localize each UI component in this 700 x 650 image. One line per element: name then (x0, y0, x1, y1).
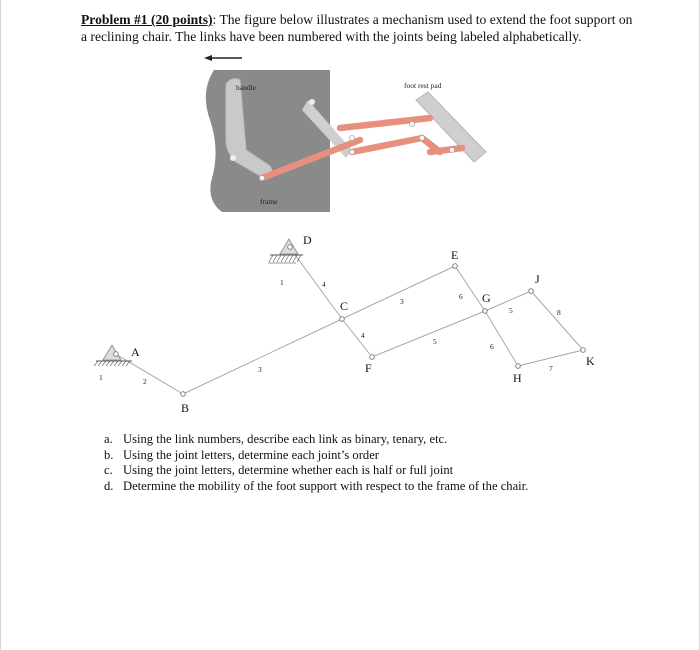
motion-arrow-icon (204, 55, 242, 61)
kinematic-diagram (94, 233, 595, 415)
link-number: 6 (459, 292, 463, 301)
joint-label-c: C (340, 299, 349, 313)
joint-label-j: J (535, 272, 540, 286)
joint-label-e: E (451, 248, 459, 262)
ground-a-icon (94, 345, 132, 366)
link-number: 1 (99, 373, 103, 382)
joint-h-pin (516, 364, 521, 369)
link-6-gh (485, 311, 518, 366)
link-5-gj (485, 291, 531, 311)
joint-label-g: G (482, 291, 491, 305)
link-number: 4 (361, 331, 365, 340)
link-number: 8 (557, 308, 561, 317)
link-5-fg (372, 311, 485, 357)
link-number: 4 (322, 280, 326, 289)
link-number: 2 (143, 377, 147, 386)
question-list (104, 432, 624, 494)
joint-c-pin (340, 317, 345, 322)
joint-k-pin (581, 348, 586, 353)
joint-label-k: K (586, 354, 595, 368)
joint-label-d: D (303, 233, 312, 247)
joint-label-b: B (181, 401, 190, 415)
joint-e-pin (453, 264, 458, 269)
question-item: a. Using the link numbers, describe each link as binary, tenary, etc. (104, 432, 448, 446)
joint-f-pin (370, 355, 375, 360)
link-3-ce (342, 266, 455, 319)
frame-label: frame (260, 197, 278, 206)
link-number: 3 (400, 297, 404, 306)
handle-label: handle (236, 83, 256, 92)
footrest-label: foot rest pad (404, 81, 442, 90)
link-number: 3 (258, 365, 262, 374)
joint-b-pin (181, 392, 186, 397)
link-8 (531, 291, 583, 350)
link-number: 5 (509, 306, 513, 315)
question-item: b. Using the joint letters, determine each joint’s order (104, 447, 380, 462)
joint-g-pin (483, 309, 488, 314)
joint-label-a: A (131, 345, 140, 359)
joint-label-h: H (513, 371, 522, 385)
link-number: 1 (280, 278, 284, 287)
link-3-bc (183, 319, 342, 394)
joint-label-f: F (365, 361, 372, 375)
joint-d-pin (288, 245, 293, 250)
link-number: 5 (433, 337, 437, 346)
problem-heading: Problem #1 (20 points) (81, 12, 213, 27)
question-item: d. Determine the mobility of the foot support with respect to the frame of the chair. (104, 478, 529, 493)
link-4-cf (342, 319, 372, 357)
frame-panel (206, 70, 330, 212)
link-2 (119, 356, 183, 394)
link-number: 7 (549, 364, 553, 373)
link-4-dc (290, 248, 342, 319)
link-6-eg (455, 266, 485, 311)
joint-a-pin (114, 352, 119, 357)
question-item: c. Using the joint letters, determine whether each is half or full joint (104, 463, 454, 478)
joint-j-pin (529, 289, 534, 294)
chair-illustration (204, 55, 486, 212)
problem-text: : The figure below illustrates a mechanism used to extend the foot support on a reclining chair. The links have been numbered with the joints being labeled alphabetically. (81, 12, 633, 44)
link-number: 6 (490, 342, 494, 351)
